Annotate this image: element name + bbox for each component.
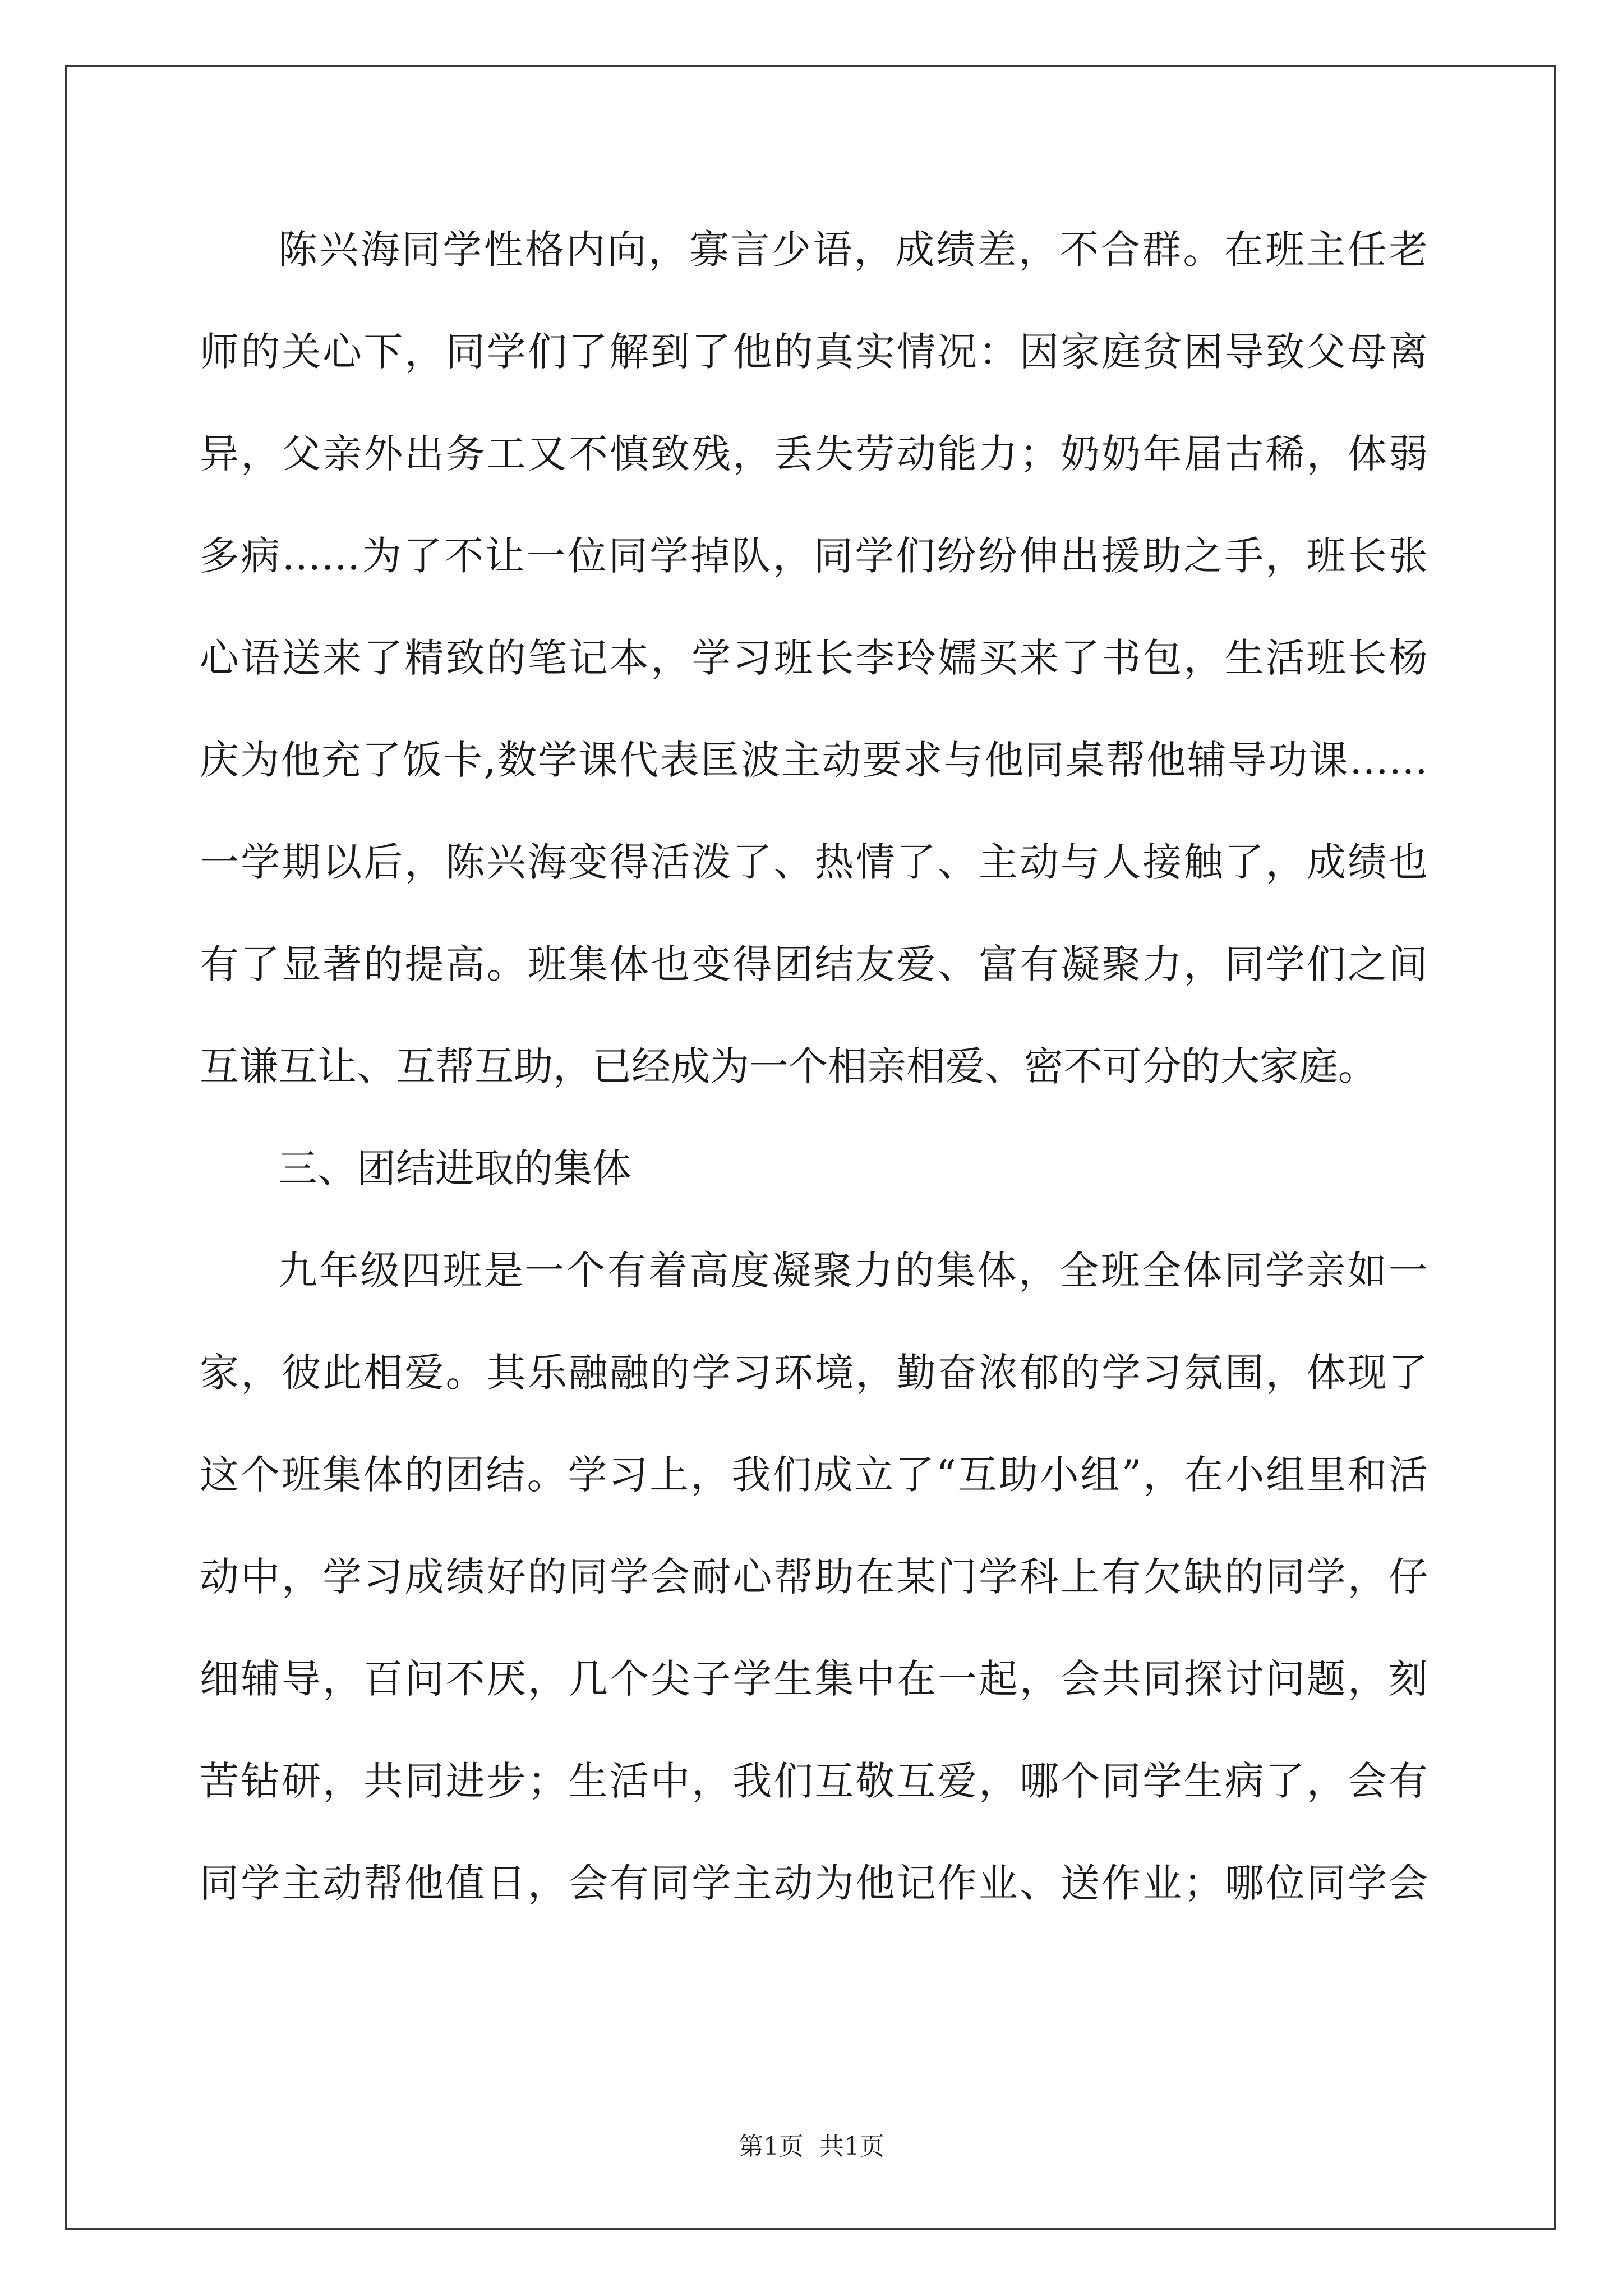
paragraph-line: 心语送来了精致的笔记本，学习班长李玲嬬买来了书包，生活班长杨: [200, 635, 1428, 681]
paragraph-line: 这个班集体的团结。学习上，我们成立了“互助小组”，在小组里和活: [200, 1452, 1428, 1498]
page-number: 第1页: [739, 2132, 804, 2161]
paragraph-line: 有了显著的提高。班集体也变得团结友爱、富有凝聚力，同学们之间: [200, 941, 1428, 987]
paragraph-line: 庆为他充了饭卡,数学课代表匡波主动要求与他同桌帮他辅导功课……: [200, 737, 1428, 783]
page-total: 共1页: [819, 2132, 884, 2161]
paragraph-line: 师的关心下，同学们了解到了他的真实情况：因家庭贫困导致父母离: [200, 329, 1428, 375]
page-footer: [0, 2126, 1623, 2162]
section-heading: 三、团结进取的集体: [278, 1145, 631, 1191]
paragraph-1: [200, 219, 1428, 1138]
paragraph-line: 异，父亲外出务工又不慎致残，丢失劳动能力；奶奶年届古稀，体弱: [200, 431, 1428, 477]
paragraph-2: [200, 1240, 1428, 1954]
document-body: [200, 219, 1428, 1954]
paragraph-line: 同学主动帮他值日，会有同学主动为他记作业、送作业；哪位同学会: [200, 1860, 1428, 1906]
paragraph-line: 细辅导，百问不厌，几个尖子学生集中在一起，会共同探讨问题，刻: [200, 1656, 1428, 1702]
paragraph-line: 陈兴海同学性格内向，寡言少语，成绩差，不合群。在班主任老: [278, 227, 1428, 273]
paragraph-line: 家，彼此相爱。其乐融融的学习环境，勤奋浓郁的学习氛围，体现了: [200, 1350, 1428, 1396]
paragraph-line: 九年级四班是一个有着高度凝聚力的集体，全班全体同学亲如一: [278, 1248, 1428, 1294]
paragraph-line: 多病……为了不让一位同学掉队，同学们纷纷伸出援助之手，班长张: [200, 533, 1428, 579]
paragraph-line: 动中，学习成绩好的同学会耐心帮助在某门学科上有欠缺的同学，仔: [200, 1554, 1428, 1600]
paragraph-line: 一学期以后，陈兴海变得活泼了、热情了、主动与人接触了，成绩也: [200, 839, 1428, 885]
paragraph-line: 苦钻研，共同进步；生活中，我们互敬互爱，哪个同学生病了，会有: [200, 1758, 1428, 1804]
paragraph-line: 互谦互让、互帮互助，已经成为一个相亲相爱、密不可分的大家庭。: [200, 1043, 1377, 1089]
